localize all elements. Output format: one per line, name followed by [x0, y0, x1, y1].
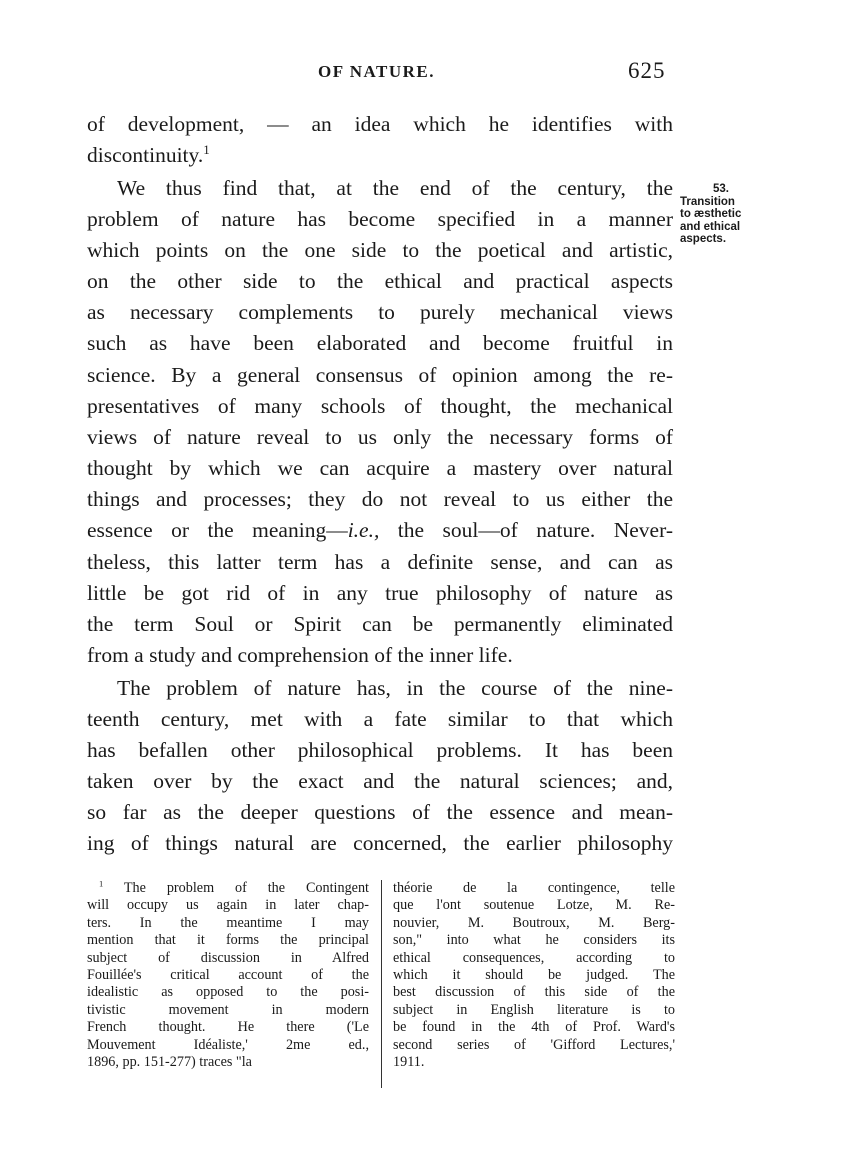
footnote-line: 1911.	[393, 1053, 425, 1070]
body-text-line: taken over by the exact and the natural sciences; and,	[87, 769, 673, 793]
footnote-line: ethical consequences, according to	[393, 949, 675, 966]
body-text-line: as necessary complements to purely mechanical views	[87, 300, 673, 324]
footnote-line: nouvier, M. Boutroux, M. Berg-	[393, 914, 675, 931]
footnote-line: French thought. He there ('Le	[87, 1019, 369, 1036]
margin-note-line: and ethical	[680, 220, 741, 233]
footnote-line: théorie de la contingence, telle	[393, 880, 675, 896]
running-title: OF NATURE.	[318, 62, 435, 81]
body-text-line: on the other side to the ethical and practical aspects	[87, 269, 673, 293]
footnote-line: mention that it forms the principal	[87, 932, 369, 949]
footnote-column-divider	[381, 880, 382, 1088]
body-text-line: science. By a general consensus of opinion among the re-	[87, 363, 673, 387]
body-text-line: problem of nature has become specified in a manner	[87, 207, 673, 231]
footnote-column-right	[393, 880, 675, 1071]
body-text-line: which points on the one side to the poetical and artistic,	[87, 238, 673, 262]
footnote-text: The problem of the Contingent	[123, 880, 369, 896]
margin-note-line: to æsthetic	[680, 208, 742, 220]
footnote-marker: 1	[99, 878, 104, 889]
footnote-line: be found in the 4th of Prof. Ward's	[393, 1019, 675, 1036]
running-header	[0, 58, 850, 92]
footnote-line: best discussion of this side of the	[393, 984, 675, 1001]
footnote-line: second series of 'Gifford Lectures,'	[393, 1036, 675, 1053]
footnote-line: tivistic movement in modern	[87, 1001, 369, 1018]
footnote-column-left	[87, 880, 369, 1071]
body-text-line: We thus find that, at the end of the century, the	[117, 176, 673, 200]
body-text-line: teenth century, met with a fate similar to that which	[87, 707, 673, 731]
page-number: 625	[628, 58, 666, 83]
margin-note-number: 53.	[713, 183, 729, 195]
footnote-line: Mouvement Idéaliste,' 2me ed.,	[87, 1036, 369, 1053]
footnote-line: 1896, pp. 151-277) traces "la	[87, 1053, 252, 1070]
footnote-line	[87, 880, 369, 897]
body-text-line: The problem of nature has, in the course of the nine-	[117, 676, 673, 700]
body-text-line: such as have been elaborated and become fruitful in	[87, 331, 673, 355]
body-text-line: of development, — an idea which he identifies with	[87, 112, 673, 136]
footnote-reference: 1	[203, 142, 210, 157]
body-text-line: views of nature reveal to us only the necessary forms of	[87, 425, 673, 449]
body-text-line: so far as the deeper questions of the essence and mean-	[87, 800, 673, 824]
body-text-line: little be got rid of in any true philosophy of nature as	[87, 581, 673, 605]
body-text-line: presentatives of many schools of thought, the mechanical	[87, 394, 673, 418]
margin-note	[680, 183, 762, 246]
footnote-line: ters. In the meantime I may	[87, 914, 369, 931]
footnote-line: Fouillée's critical account of the	[87, 966, 369, 983]
body-text-line: has befallen other philosophical problems. It has been	[87, 738, 673, 762]
margin-note-line: Transition	[680, 195, 735, 208]
body-text-line: from a study and comprehension of the inner life.	[87, 643, 513, 667]
footnote-line: will occupy us again in later chap-	[87, 897, 369, 914]
body-text-line: theless, this latter term has a definite sense, and can as	[87, 550, 673, 574]
body-text-line: the term Soul or Spirit can be permanently eliminated	[87, 612, 673, 636]
body-text-line: ing of things natural are concerned, the earlier philosophy	[87, 831, 673, 855]
body-text-line: discontinuity.$^1$	[87, 142, 210, 167]
body-text-line: thought by which we can acquire a mastery over natural	[87, 456, 673, 480]
margin-note-line: aspects.	[680, 233, 727, 245]
footnote-line: subject of discussion in Alfred	[87, 949, 369, 966]
footnote-line: que l'ont soutenue Lotze, M. Re-	[393, 897, 675, 914]
body-text-line: things and processes; they do not reveal to us either the	[87, 487, 673, 511]
footnote-line: idealistic as opposed to the posi-	[87, 984, 369, 1001]
footnote-line: son," into what he considers its	[393, 932, 675, 949]
footnote-line: subject in English literature is to	[393, 1001, 675, 1018]
body-text-line: essence or the meaning—i.e., the soul—of nature. Never-	[87, 518, 673, 542]
footnote-line: which it should be judged. The	[393, 966, 675, 983]
italic-abbreviation: i.e.,	[347, 518, 380, 542]
